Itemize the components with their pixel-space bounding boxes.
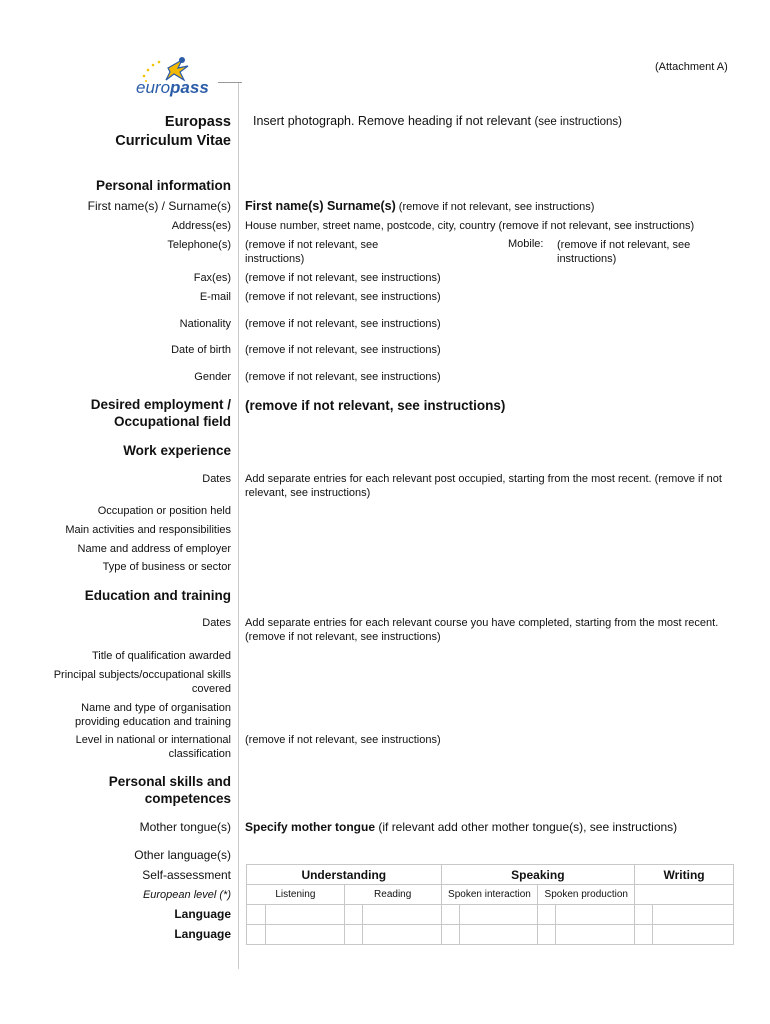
- table-row: [247, 905, 734, 925]
- work-dates-value: Add separate entries for each relevant post occupied, starting from the most recent. (remove if not relevant, see instructions): [245, 473, 722, 499]
- name-value: First name(s) Surname(s) (remove if not relevant, see instructions): [245, 199, 595, 213]
- mobile-label: Mobile:: [508, 238, 544, 250]
- telephone-value: (remove if not relevant, see instructions): [245, 239, 379, 265]
- writing-header: Writing: [635, 865, 734, 885]
- spoken-production-header: Spoken production: [538, 885, 635, 905]
- table-cell[interactable]: [459, 905, 538, 925]
- table-cell[interactable]: [344, 925, 362, 945]
- desired-employment-heading: Desired employment / Occupational field: [90, 397, 231, 429]
- dob-label: Date of birth: [171, 344, 231, 356]
- address-label: Address(es): [171, 220, 231, 232]
- table-cell[interactable]: [362, 925, 441, 945]
- name-label: First name(s) / Surname(s): [87, 199, 231, 213]
- occupation-label: Occupation or position held: [97, 505, 231, 517]
- language-label-1: Language: [174, 907, 231, 921]
- logo-rule: [218, 82, 242, 83]
- writing-subheader: [635, 885, 734, 905]
- table-cell[interactable]: [265, 905, 344, 925]
- table-cell[interactable]: [653, 925, 734, 945]
- qualification-label: Title of qualification awarded: [91, 650, 231, 662]
- table-cell[interactable]: [653, 905, 734, 925]
- speaking-header: Speaking: [441, 865, 635, 885]
- self-assessment-label: Self-assessment: [142, 868, 231, 882]
- education-dates-label: Dates: [202, 617, 231, 629]
- address-value: House number, street name, postcode, city, country (remove if not relevant, see instructions): [245, 220, 695, 232]
- photo-placeholder: Insert photograph. Remove heading if not relevant (see instructions): [253, 114, 623, 128]
- understanding-header: Understanding: [247, 865, 442, 885]
- european-level-label: European level (*): [142, 889, 231, 901]
- table-cell[interactable]: [459, 925, 538, 945]
- education-dates-value: Add separate entries for each relevant course you have completed, starting from the most recent. (remove if not relevant, see instructions): [245, 617, 719, 643]
- work-dates-label: Dates: [202, 473, 231, 485]
- level-value: (remove if not relevant, see instructions): [245, 734, 441, 746]
- desired-employment-value: (remove if not relevant, see instructions): [245, 398, 506, 413]
- level-label: Level in national or international classification: [75, 734, 231, 760]
- gender-label: Gender: [194, 371, 231, 383]
- table-row: [247, 925, 734, 945]
- business-label: Type of business or sector: [102, 561, 231, 573]
- table-subheader-row: [247, 885, 734, 905]
- table-cell[interactable]: [538, 925, 556, 945]
- europass-logo: [132, 56, 242, 106]
- mother-tongue-value: Specify mother tongue (if relevant add other mother tongue(s), see instructions): [245, 820, 678, 834]
- subjects-label: Principal subjects/occupational skills covered: [53, 669, 231, 695]
- table-cell[interactable]: [344, 905, 362, 925]
- spoken-interaction-header: Spoken interaction: [441, 885, 538, 905]
- education-heading: Education and training: [84, 588, 231, 603]
- table-cell[interactable]: [441, 905, 459, 925]
- table-cell[interactable]: [635, 905, 653, 925]
- mother-tongue-label: Mother tongue(s): [139, 820, 231, 834]
- other-languages-label: Other language(s): [134, 848, 231, 862]
- fax-label: Fax(es): [193, 272, 231, 284]
- employer-label: Name and address of employer: [77, 543, 231, 555]
- table-cell[interactable]: [247, 925, 266, 945]
- fax-value: (remove if not relevant, see instructions): [245, 272, 441, 284]
- table-cell[interactable]: [635, 925, 653, 945]
- table-cell[interactable]: [247, 905, 266, 925]
- nationality-value: (remove if not relevant, see instructions): [245, 318, 441, 330]
- table-cell[interactable]: [556, 905, 635, 925]
- logo-wordmark: europass: [136, 78, 209, 97]
- email-value: (remove if not relevant, see instructions): [245, 291, 441, 303]
- attachment-label: (Attachment A): [655, 61, 728, 73]
- personal-info-heading: Personal information: [95, 178, 231, 193]
- language-assessment-table: [246, 864, 734, 945]
- language-label-2: Language: [174, 927, 231, 941]
- email-label: E-mail: [199, 291, 231, 303]
- cv-title-line2: Curriculum Vitae: [115, 133, 231, 149]
- table-cell[interactable]: [538, 905, 556, 925]
- gender-value: (remove if not relevant, see instructions): [245, 371, 441, 383]
- listening-header: Listening: [247, 885, 345, 905]
- skills-heading: Personal skills and competences: [108, 774, 231, 806]
- table-header-row: [247, 865, 734, 885]
- table-cell[interactable]: [265, 925, 344, 945]
- reading-header: Reading: [344, 885, 441, 905]
- table-cell[interactable]: [362, 905, 441, 925]
- table-cell[interactable]: [441, 925, 459, 945]
- organisation-label: Name and type of organisation providing education and training: [75, 702, 231, 728]
- activities-label: Main activities and responsibilities: [65, 524, 231, 536]
- column-divider: [238, 82, 239, 969]
- telephone-label: Telephone(s): [167, 239, 231, 251]
- cv-title-line1: Europass: [164, 114, 231, 130]
- work-experience-heading: Work experience: [123, 443, 231, 458]
- nationality-label: Nationality: [179, 318, 231, 330]
- mobile-value: (remove if not relevant, see instructions): [557, 239, 691, 265]
- table-cell[interactable]: [556, 925, 635, 945]
- dob-value: (remove if not relevant, see instructions): [245, 344, 441, 356]
